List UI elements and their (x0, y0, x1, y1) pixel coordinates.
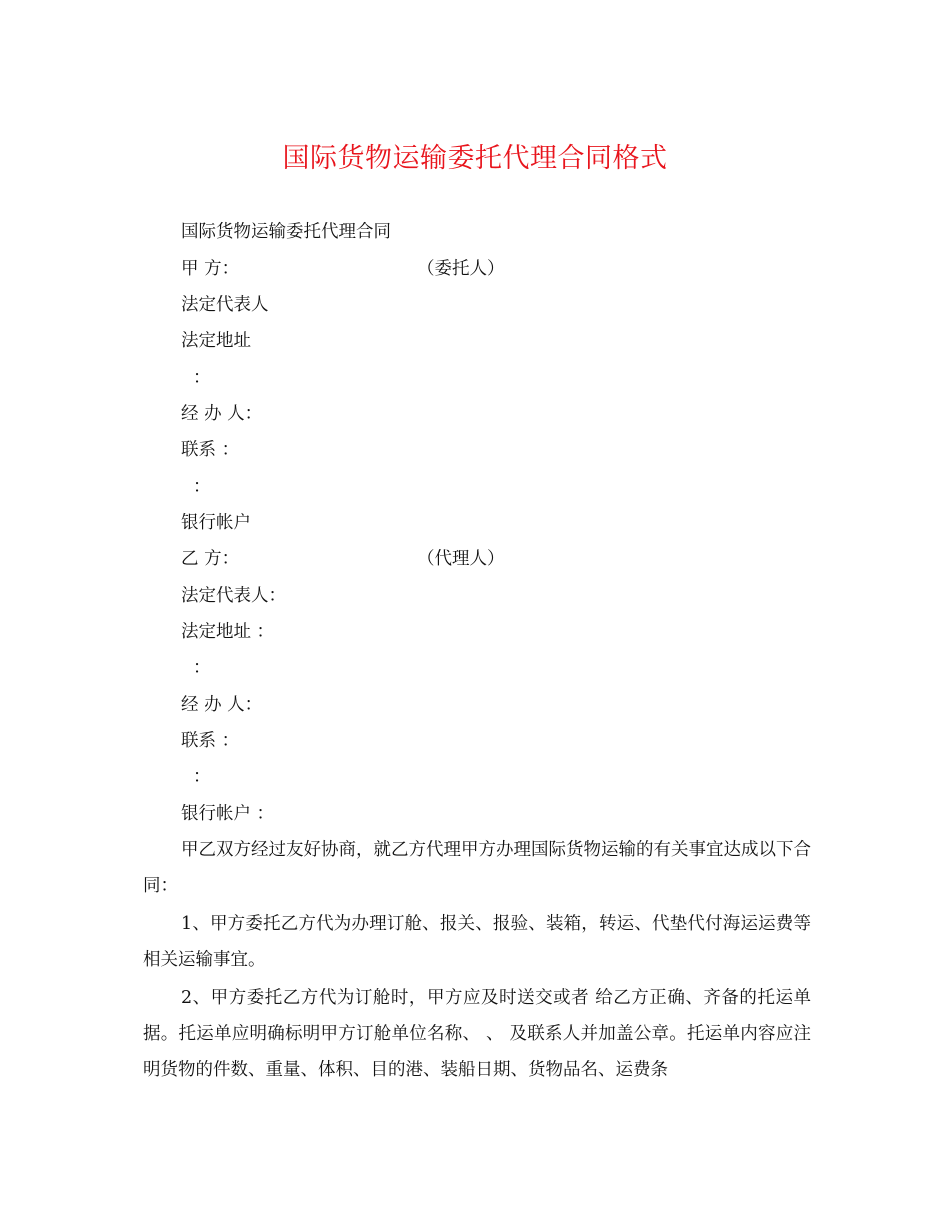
party-b-role: （代理人） (417, 549, 505, 569)
party-b-label: 乙 方： (181, 549, 240, 569)
party-b-legal-rep: 法定代表人： (181, 586, 286, 606)
party-a-handler: 经 办 人： (181, 404, 263, 424)
party-a-contact: 联系 ： (181, 440, 240, 460)
contract-subtitle: 国际货物运输委托代理合同 (181, 222, 391, 242)
party-a-legal-rep: 法定代表人 (181, 295, 269, 315)
party-b-address: 法定地址 ： (181, 622, 275, 642)
party-a-address: 法定地址 (181, 331, 251, 351)
paragraph-intro: 甲乙双方经过友好协商，就乙方代理甲方办理国际货物运输的有关事宜达成以下合同： (143, 840, 811, 896)
party-a-role: （委托人） (417, 259, 505, 279)
document-title: 国际货物运输委托代理合同格式 (282, 143, 668, 174)
party-b-bank-account: 银行帐户 ： (181, 804, 275, 824)
party-b-address-colon: ： (193, 658, 211, 678)
party-b-handler: 经 办 人： (181, 695, 263, 715)
party-b-contact-colon: ： (193, 767, 211, 787)
party-a-contact-colon: ： (193, 477, 211, 497)
party-a-bank-account: 银行帐户 (181, 513, 251, 533)
party-b-contact: 联系 ： (181, 731, 240, 751)
paragraph-clause-2: 2、甲方委托乙方代为订舱时，甲方应及时送交或者 给乙方正确、齐备的托运单据。托运单应明确标明甲方订舱单位名称、 、 及联系人并加盖公章。托运单内容应注明货物的件数、重量、体积、目的港、装船日期、货物品名、运费条 (143, 988, 811, 1080)
paragraph-clause-1: 1、甲方委托乙方代为办理订舱、报关、报验、装箱，转运、代垫代付海运运费等相关运输事宜。 (143, 914, 811, 970)
party-a-address-colon: ： (193, 368, 211, 388)
party-a-label: 甲 方： (181, 259, 240, 279)
